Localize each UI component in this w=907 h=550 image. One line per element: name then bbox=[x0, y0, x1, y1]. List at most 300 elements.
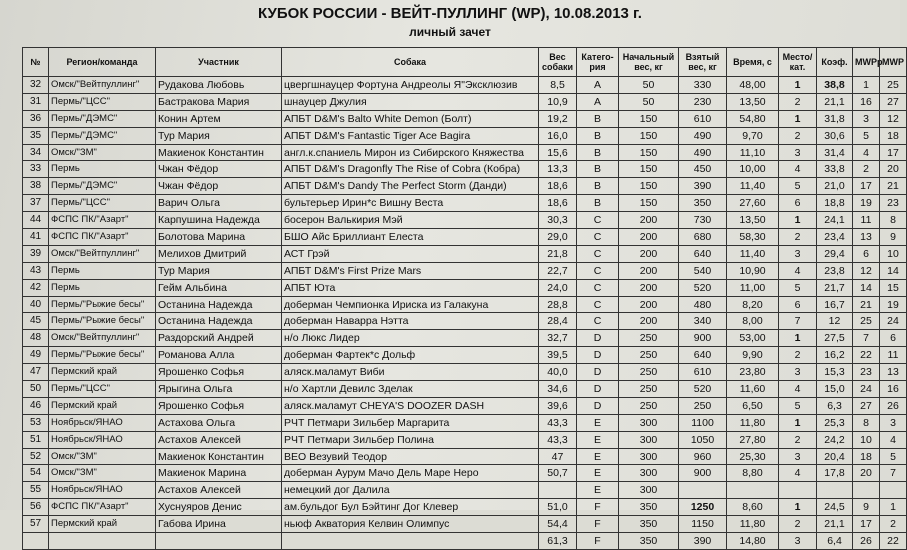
table-row bbox=[23, 414, 907, 431]
cell-region: Пермь/"ДЭМС" bbox=[49, 110, 156, 127]
cell-coef: 31,4 bbox=[817, 144, 853, 161]
cell-mwpr: 17 bbox=[853, 178, 880, 195]
cell-number: 32 bbox=[23, 77, 49, 94]
cell-participant: Астахов Алексей bbox=[156, 431, 282, 448]
cell-dog: АПБТ Юта bbox=[282, 279, 539, 296]
cell-category: C bbox=[577, 262, 619, 279]
cell-coef: 24,2 bbox=[817, 431, 853, 448]
cell-mwp bbox=[880, 482, 907, 499]
cell-pulled-weight: 540 bbox=[679, 262, 727, 279]
cell-region: Пермский край bbox=[49, 397, 156, 414]
cell-coef: 16,7 bbox=[817, 296, 853, 313]
cell-number: 50 bbox=[23, 381, 49, 398]
table-row bbox=[23, 245, 907, 262]
cell-pulled-weight: 1250 bbox=[679, 499, 727, 516]
table-row bbox=[23, 212, 907, 229]
cell-start-weight: 200 bbox=[619, 296, 679, 313]
cell-time: 11,80 bbox=[727, 516, 779, 533]
cell-coef: 21,1 bbox=[817, 516, 853, 533]
table-row bbox=[23, 465, 907, 482]
cell-number: 41 bbox=[23, 229, 49, 246]
cell-mwpr: 11 bbox=[853, 212, 880, 229]
cell-number: 45 bbox=[23, 313, 49, 330]
cell-number: 47 bbox=[23, 364, 49, 381]
cell-participant: Ярыгина Ольга bbox=[156, 381, 282, 398]
cell-category: B bbox=[577, 195, 619, 212]
cell-mwpr: 16 bbox=[853, 93, 880, 110]
cell-place: 3 bbox=[779, 144, 817, 161]
cell-mwpr: 4 bbox=[853, 144, 880, 161]
cell-mwp: 20 bbox=[880, 161, 907, 178]
cell-pulled-weight: 1050 bbox=[679, 431, 727, 448]
cell-region: Пермь/"ЦСС" bbox=[49, 381, 156, 398]
cell-region: Пермь/"Рыжие бесы" bbox=[49, 347, 156, 364]
cell-dog: ВЕО Везувий Теодор bbox=[282, 448, 539, 465]
cell-region: Пермский край bbox=[49, 364, 156, 381]
cell-dog-weight: 10,9 bbox=[539, 93, 577, 110]
table-row bbox=[23, 195, 907, 212]
cell-mwp: 9 bbox=[880, 229, 907, 246]
cell-start-weight: 150 bbox=[619, 195, 679, 212]
cell-start-weight: 350 bbox=[619, 516, 679, 533]
cell-dog: БШО Айс Бриллиант Елеста bbox=[282, 229, 539, 246]
cell-dog-weight: 54,4 bbox=[539, 516, 577, 533]
cell-mwp: 2 bbox=[880, 516, 907, 533]
cell-start-weight: 200 bbox=[619, 262, 679, 279]
header-col-start-weight: Начальный вес, кг bbox=[619, 48, 679, 77]
cell-pulled-weight: 520 bbox=[679, 279, 727, 296]
cell-mwpr: 10 bbox=[853, 431, 880, 448]
cell-place: 7 bbox=[779, 313, 817, 330]
cell-mwp: 4 bbox=[880, 431, 907, 448]
cell-number: 42 bbox=[23, 279, 49, 296]
header-col-region: Регион/команда bbox=[49, 48, 156, 77]
cell-time: 53,00 bbox=[727, 330, 779, 347]
cell-place: 4 bbox=[779, 381, 817, 398]
cell-pulled-weight: 1150 bbox=[679, 516, 727, 533]
cell-pulled-weight: 900 bbox=[679, 465, 727, 482]
cell-region: Пермь/"ЦСС" bbox=[49, 93, 156, 110]
header-col-dog: Собака bbox=[282, 48, 539, 77]
cell-region: Пермь/"Рыжие бесы" bbox=[49, 313, 156, 330]
cell-mwpr: 13 bbox=[853, 229, 880, 246]
cell-participant: Болотова Марина bbox=[156, 229, 282, 246]
header-col-dog-weight: Вес собаки bbox=[539, 48, 577, 77]
header-col-category: Катего-рия bbox=[577, 48, 619, 77]
cell-participant bbox=[156, 533, 282, 550]
table-row bbox=[23, 516, 907, 533]
cell-mwpr: 5 bbox=[853, 127, 880, 144]
cell-mwpr bbox=[853, 482, 880, 499]
cell-dog-weight: 50,7 bbox=[539, 465, 577, 482]
cell-dog-weight: 28,8 bbox=[539, 296, 577, 313]
cell-mwpr: 3 bbox=[853, 110, 880, 127]
cell-coef: 24,1 bbox=[817, 212, 853, 229]
cell-coef: 16,2 bbox=[817, 347, 853, 364]
table-row bbox=[23, 347, 907, 364]
cell-number: 51 bbox=[23, 431, 49, 448]
cell-category: E bbox=[577, 431, 619, 448]
cell-category: E bbox=[577, 448, 619, 465]
header-col-pulled-weight: Взятый вес, кг bbox=[679, 48, 727, 77]
cell-time: 11,80 bbox=[727, 414, 779, 431]
cell-region: Омск/"Вейтпуллинг" bbox=[49, 330, 156, 347]
cell-start-weight: 250 bbox=[619, 397, 679, 414]
cell-mwp: 5 bbox=[880, 448, 907, 465]
cell-dog: немецкий дог Далила bbox=[282, 482, 539, 499]
table-row bbox=[23, 431, 907, 448]
cell-time: 11,10 bbox=[727, 144, 779, 161]
cell-place: 1 bbox=[779, 212, 817, 229]
table-row bbox=[23, 296, 907, 313]
cell-pulled-weight: 640 bbox=[679, 347, 727, 364]
cell-mwp: 13 bbox=[880, 364, 907, 381]
cell-mwp: 14 bbox=[880, 262, 907, 279]
cell-time: 27,80 bbox=[727, 431, 779, 448]
cell-dog-weight: 40,0 bbox=[539, 364, 577, 381]
cell-participant: Останина Надежда bbox=[156, 296, 282, 313]
cell-place: 1 bbox=[779, 414, 817, 431]
cell-place: 6 bbox=[779, 195, 817, 212]
cell-coef: 21,1 bbox=[817, 93, 853, 110]
cell-place: 4 bbox=[779, 262, 817, 279]
cell-mwp: 16 bbox=[880, 381, 907, 398]
cell-start-weight: 300 bbox=[619, 448, 679, 465]
cell-start-weight: 50 bbox=[619, 77, 679, 94]
cell-pulled-weight: 390 bbox=[679, 178, 727, 195]
cell-category: D bbox=[577, 364, 619, 381]
cell-coef: 21,7 bbox=[817, 279, 853, 296]
cell-dog: доберман Наварра Нэтта bbox=[282, 313, 539, 330]
cell-time: 23,80 bbox=[727, 364, 779, 381]
cell-participant: Мелихов Дмитрий bbox=[156, 245, 282, 262]
cell-category: C bbox=[577, 229, 619, 246]
cell-start-weight: 300 bbox=[619, 465, 679, 482]
cell-category: F bbox=[577, 499, 619, 516]
cell-number: 37 bbox=[23, 195, 49, 212]
cell-participant: Гейм Альбина bbox=[156, 279, 282, 296]
cell-region: ФСПС ПК/"Азарт" bbox=[49, 212, 156, 229]
table-row bbox=[23, 330, 907, 347]
cell-coef: 23,4 bbox=[817, 229, 853, 246]
table-row bbox=[23, 93, 907, 110]
cell-number: 44 bbox=[23, 212, 49, 229]
cell-start-weight: 150 bbox=[619, 144, 679, 161]
cell-number: 56 bbox=[23, 499, 49, 516]
cell-dog-weight: 30,3 bbox=[539, 212, 577, 229]
cell-coef bbox=[817, 482, 853, 499]
cell-coef: 12 bbox=[817, 313, 853, 330]
cell-time: 58,30 bbox=[727, 229, 779, 246]
cell-pulled-weight: 480 bbox=[679, 296, 727, 313]
cell-dog-weight: 39,6 bbox=[539, 397, 577, 414]
cell-region: Ноябрьск/ЯНАО bbox=[49, 482, 156, 499]
cell-place: 1 bbox=[779, 499, 817, 516]
cell-dog-weight: 61,3 bbox=[539, 533, 577, 550]
cell-time: 11,00 bbox=[727, 279, 779, 296]
cell-dog: н/о Люкс Лидер bbox=[282, 330, 539, 347]
cell-start-weight: 250 bbox=[619, 364, 679, 381]
cell-time: 9,90 bbox=[727, 347, 779, 364]
cell-mwpr: 25 bbox=[853, 313, 880, 330]
cell-time: 11,60 bbox=[727, 381, 779, 398]
cell-time: 8,00 bbox=[727, 313, 779, 330]
cell-coef: 23,8 bbox=[817, 262, 853, 279]
cell-participant: Астахов Алексей bbox=[156, 482, 282, 499]
cell-place: 2 bbox=[779, 516, 817, 533]
cell-start-weight: 250 bbox=[619, 347, 679, 364]
cell-participant: Макиенок Константин bbox=[156, 144, 282, 161]
cell-participant: Бастракова Мария bbox=[156, 93, 282, 110]
cell-dog-weight: 32,7 bbox=[539, 330, 577, 347]
cell-participant: Хуснуяров Денис bbox=[156, 499, 282, 516]
cell-pulled-weight: 520 bbox=[679, 381, 727, 398]
cell-coef: 20,4 bbox=[817, 448, 853, 465]
cell-dog: АПБТ D&M's Dandy The Perfect Storm (Данди) bbox=[282, 178, 539, 195]
cell-place: 5 bbox=[779, 279, 817, 296]
cell-mwp: 22 bbox=[880, 533, 907, 550]
header-col-participant: Участник bbox=[156, 48, 282, 77]
cell-mwpr: 1 bbox=[853, 77, 880, 94]
cell-dog-weight: 28,4 bbox=[539, 313, 577, 330]
table-row bbox=[23, 381, 907, 398]
cell-mwpr: 9 bbox=[853, 499, 880, 516]
cell-mwpr: 17 bbox=[853, 516, 880, 533]
cell-region: Омск/"ЗМ" bbox=[49, 465, 156, 482]
cell-time: 27,60 bbox=[727, 195, 779, 212]
cell-region: Омск/"Вейтпуллинг" bbox=[49, 245, 156, 262]
cell-coef: 15,3 bbox=[817, 364, 853, 381]
cell-dog: АПБТ D&M's First Prize Mars bbox=[282, 262, 539, 279]
cell-mwp: 6 bbox=[880, 330, 907, 347]
cell-category: D bbox=[577, 397, 619, 414]
cell-participant: Останина Надежда bbox=[156, 313, 282, 330]
cell-mwp: 23 bbox=[880, 195, 907, 212]
cell-start-weight: 150 bbox=[619, 161, 679, 178]
cell-region bbox=[49, 533, 156, 550]
cell-mwpr: 2 bbox=[853, 161, 880, 178]
cell-mwpr: 18 bbox=[853, 448, 880, 465]
cell-mwpr: 12 bbox=[853, 262, 880, 279]
cell-start-weight: 50 bbox=[619, 93, 679, 110]
cell-pulled-weight: 390 bbox=[679, 533, 727, 550]
cell-participant: Рудакова Любовь bbox=[156, 77, 282, 94]
cell-region: Ноябрьск/ЯНАО bbox=[49, 431, 156, 448]
cell-dog-weight bbox=[539, 482, 577, 499]
cell-dog: АПБТ D&M's Dragonfly The Rise of Cobra (Кобра) bbox=[282, 161, 539, 178]
document-subtitle: личный зачет bbox=[409, 25, 491, 39]
cell-participant: Габова Ирина bbox=[156, 516, 282, 533]
header-col-mwp: MWP bbox=[880, 48, 907, 77]
cell-pulled-weight: 1100 bbox=[679, 414, 727, 431]
cell-dog: доберман Фартек*с Дольф bbox=[282, 347, 539, 364]
cell-time: 54,80 bbox=[727, 110, 779, 127]
cell-place: 2 bbox=[779, 229, 817, 246]
table-row bbox=[23, 127, 907, 144]
cell-region: Омск/"ЗМ" bbox=[49, 448, 156, 465]
cell-participant: Макиенок Марина bbox=[156, 465, 282, 482]
cell-place: 2 bbox=[779, 431, 817, 448]
cell-mwpr: 19 bbox=[853, 195, 880, 212]
cell-place: 1 bbox=[779, 110, 817, 127]
cell-dog-weight: 18,6 bbox=[539, 195, 577, 212]
cell-region: Пермь/"ДЭМС" bbox=[49, 127, 156, 144]
cell-coef: 30,6 bbox=[817, 127, 853, 144]
cell-mwp: 21 bbox=[880, 178, 907, 195]
cell-mwpr: 23 bbox=[853, 364, 880, 381]
cell-participant: Романова Алла bbox=[156, 347, 282, 364]
cell-mwp: 25 bbox=[880, 77, 907, 94]
cell-number: 36 bbox=[23, 110, 49, 127]
cell-mwpr: 21 bbox=[853, 296, 880, 313]
table-row bbox=[23, 448, 907, 465]
cell-category: B bbox=[577, 127, 619, 144]
cell-time: 10,00 bbox=[727, 161, 779, 178]
cell-mwp: 26 bbox=[880, 397, 907, 414]
cell-category: B bbox=[577, 178, 619, 195]
cell-number: 57 bbox=[23, 516, 49, 533]
cell-start-weight: 150 bbox=[619, 127, 679, 144]
cell-pulled-weight: 900 bbox=[679, 330, 727, 347]
cell-dog-weight: 22,7 bbox=[539, 262, 577, 279]
cell-coef: 38,8 bbox=[817, 77, 853, 94]
cell-participant: Тур Мария bbox=[156, 262, 282, 279]
cell-dog-weight: 8,5 bbox=[539, 77, 577, 94]
cell-participant: Раздорский Андрей bbox=[156, 330, 282, 347]
cell-dog: шнауцер Джулия bbox=[282, 93, 539, 110]
cell-dog-weight: 21,8 bbox=[539, 245, 577, 262]
cell-mwpr: 27 bbox=[853, 397, 880, 414]
cell-category: B bbox=[577, 110, 619, 127]
cell-time: 8,80 bbox=[727, 465, 779, 482]
cell-mwp: 10 bbox=[880, 245, 907, 262]
cell-category: B bbox=[577, 144, 619, 161]
cell-dog-weight: 34,6 bbox=[539, 381, 577, 398]
cell-mwp: 19 bbox=[880, 296, 907, 313]
cell-dog: доберман Чемпионка Ириска из Галакуна bbox=[282, 296, 539, 313]
cell-dog: ам.бульдог Бул Бэйтинг Дог Клевер bbox=[282, 499, 539, 516]
cell-number: 39 bbox=[23, 245, 49, 262]
cell-time: 11,40 bbox=[727, 245, 779, 262]
cell-place: 4 bbox=[779, 465, 817, 482]
table-row bbox=[23, 178, 907, 195]
cell-pulled-weight: 680 bbox=[679, 229, 727, 246]
cell-dog-weight: 18,6 bbox=[539, 178, 577, 195]
cell-start-weight: 150 bbox=[619, 110, 679, 127]
cell-dog: англ.к.спаниель Мирон из Сибирского Княжества bbox=[282, 144, 539, 161]
cell-time: 13,50 bbox=[727, 212, 779, 229]
cell-mwpr: 26 bbox=[853, 533, 880, 550]
cell-number: 35 bbox=[23, 127, 49, 144]
cell-category: C bbox=[577, 296, 619, 313]
cell-number: 33 bbox=[23, 161, 49, 178]
cell-number: 52 bbox=[23, 448, 49, 465]
cell-time: 14,80 bbox=[727, 533, 779, 550]
header-col-time: Время, с bbox=[727, 48, 779, 77]
cell-pulled-weight: 350 bbox=[679, 195, 727, 212]
cell-mwpr: 20 bbox=[853, 465, 880, 482]
cell-dog bbox=[282, 533, 539, 550]
cell-category: D bbox=[577, 347, 619, 364]
cell-pulled-weight: 730 bbox=[679, 212, 727, 229]
cell-place: 3 bbox=[779, 533, 817, 550]
cell-pulled-weight: 340 bbox=[679, 313, 727, 330]
cell-category: E bbox=[577, 414, 619, 431]
cell-region: Пермский край bbox=[49, 516, 156, 533]
cell-place: 4 bbox=[779, 161, 817, 178]
cell-number bbox=[23, 533, 49, 550]
cell-participant: Тур Мария bbox=[156, 127, 282, 144]
cell-category: D bbox=[577, 381, 619, 398]
cell-pulled-weight: 250 bbox=[679, 397, 727, 414]
cell-mwp: 7 bbox=[880, 465, 907, 482]
cell-mwp: 24 bbox=[880, 313, 907, 330]
cell-start-weight: 200 bbox=[619, 313, 679, 330]
cell-participant: Макиенок Константин bbox=[156, 448, 282, 465]
cell-start-weight: 300 bbox=[619, 414, 679, 431]
cell-pulled-weight: 640 bbox=[679, 245, 727, 262]
cell-coef: 25,3 bbox=[817, 414, 853, 431]
cell-coef: 31,8 bbox=[817, 110, 853, 127]
cell-category: C bbox=[577, 279, 619, 296]
cell-mwpr: 14 bbox=[853, 279, 880, 296]
cell-region: Пермь bbox=[49, 279, 156, 296]
table-row bbox=[23, 144, 907, 161]
cell-coef: 33,8 bbox=[817, 161, 853, 178]
header-col-coef: Коэф. bbox=[817, 48, 853, 77]
cell-category: A bbox=[577, 93, 619, 110]
cell-region: Пермь/"Рыжие бесы" bbox=[49, 296, 156, 313]
cell-coef: 18,8 bbox=[817, 195, 853, 212]
cell-category: C bbox=[577, 212, 619, 229]
cell-coef: 17,8 bbox=[817, 465, 853, 482]
cell-category: C bbox=[577, 313, 619, 330]
table-row bbox=[23, 279, 907, 296]
cell-pulled-weight: 490 bbox=[679, 127, 727, 144]
cell-participant: Ярошенко Софья bbox=[156, 364, 282, 381]
table-row bbox=[23, 533, 907, 550]
table-row bbox=[23, 262, 907, 279]
cell-place: 3 bbox=[779, 448, 817, 465]
cell-coef: 6,3 bbox=[817, 397, 853, 414]
cell-mwpr: 22 bbox=[853, 347, 880, 364]
cell-time: 6,50 bbox=[727, 397, 779, 414]
cell-region: ФСПС ПК/"Азарт" bbox=[49, 229, 156, 246]
cell-dog-weight: 47 bbox=[539, 448, 577, 465]
cell-start-weight: 300 bbox=[619, 482, 679, 499]
cell-participant: Ярошенко Софья bbox=[156, 397, 282, 414]
cell-participant: Конин Артем bbox=[156, 110, 282, 127]
header-col-place: Место/ кат. bbox=[779, 48, 817, 77]
cell-number: 31 bbox=[23, 93, 49, 110]
cell-time: 10,90 bbox=[727, 262, 779, 279]
cell-category: D bbox=[577, 330, 619, 347]
cell-start-weight: 300 bbox=[619, 431, 679, 448]
cell-region: Омск/"Вейтпуллинг" bbox=[49, 77, 156, 94]
table-row bbox=[23, 397, 907, 414]
cell-mwpr: 7 bbox=[853, 330, 880, 347]
cell-dog: РЧТ Петмари Зильбер Полина bbox=[282, 431, 539, 448]
cell-dog-weight: 43,3 bbox=[539, 414, 577, 431]
cell-dog-weight: 24,0 bbox=[539, 279, 577, 296]
header-col-number: № bbox=[23, 48, 49, 77]
cell-participant: Карпушина Надежда bbox=[156, 212, 282, 229]
cell-pulled-weight: 610 bbox=[679, 364, 727, 381]
cell-region: Пермь/"ДЭМС" bbox=[49, 178, 156, 195]
cell-dog: ньюф Акватория Келвин Олимпус bbox=[282, 516, 539, 533]
cell-pulled-weight: 610 bbox=[679, 110, 727, 127]
table-row bbox=[23, 313, 907, 330]
